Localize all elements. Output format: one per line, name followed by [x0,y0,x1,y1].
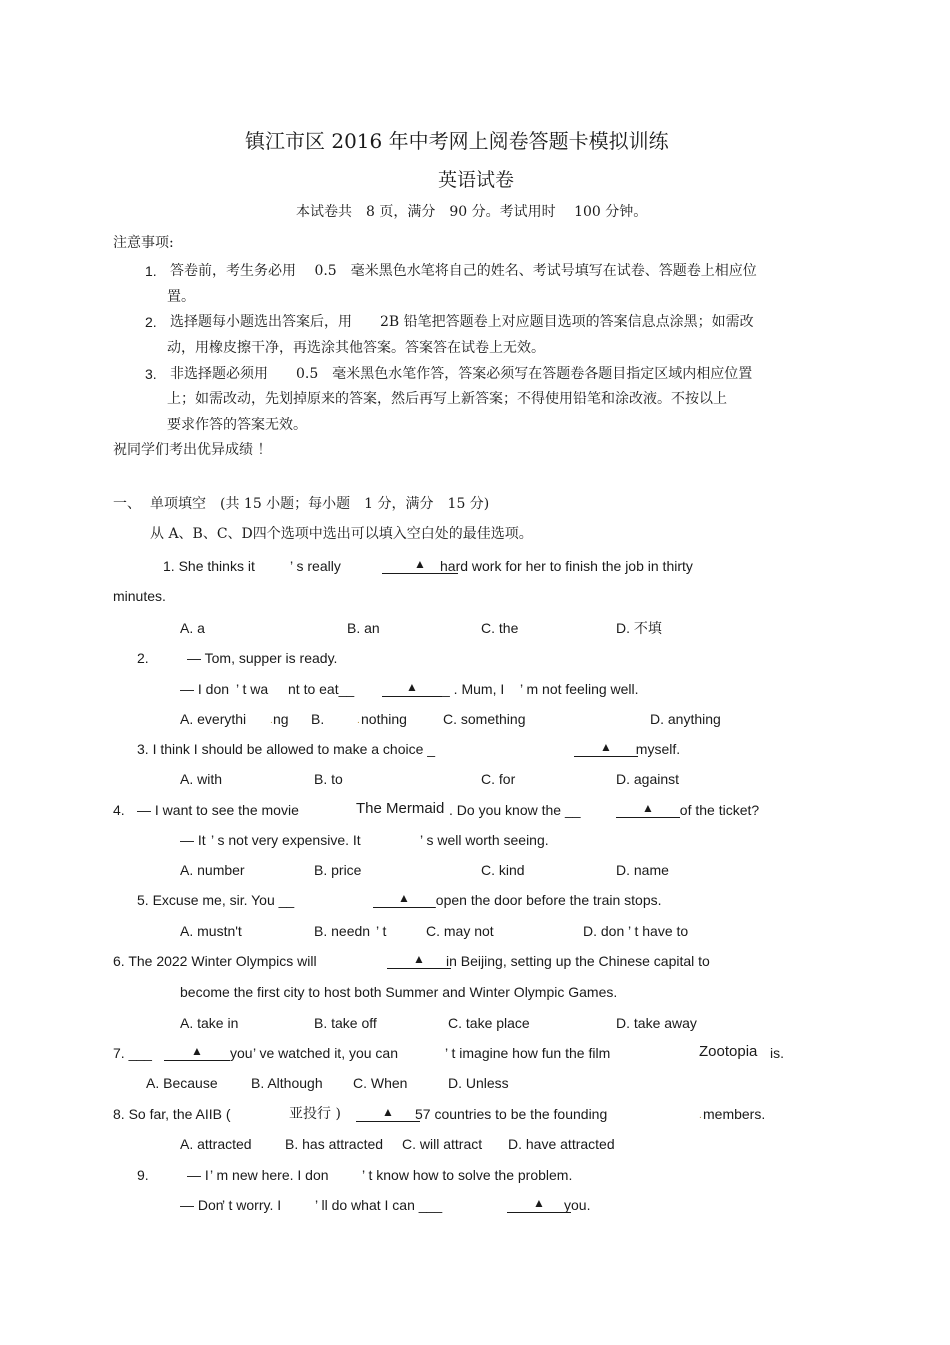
q4-line-1-part-1: — I want to see the movie [137,802,299,818]
q4-line-2-part-1: — It [180,832,206,848]
section-title: 单项填空 (共 15 小题；每小题 1 分，满分 15 分) [150,496,490,512]
q7-stem-part-3: ’ ve watched it, you can [253,1045,399,1061]
q2-option-a-part-1[interactable]: A. everythi [180,711,247,727]
note-2-line-2: 动，用橡皮擦干净，再选涂其他答案。答案答在试卷上无效。 [167,340,545,356]
q7-stem-part-4: ’ t imagine how fun the film [445,1045,611,1061]
q4-line-1-part-3: _of the ticket? [672,802,760,818]
q7-answer-blank[interactable] [164,1043,230,1061]
q6-stem-part-2: in Beijing, setting up the Chinese capital to [446,953,710,969]
q9-line-2-part-1: — Don [180,1197,224,1213]
q8-option-b[interactable]: B. has attracted [285,1136,384,1152]
q7-stem-part-5: is. [770,1045,784,1061]
note-1-number: 1. [145,263,157,279]
q1-stem-part-4: minutes. [113,588,166,604]
q7-stem-part-2: you [230,1045,253,1061]
q4-option-c[interactable]: C. kind [481,862,525,878]
note-1-line-2: 置。 [167,289,195,305]
q5-stem-part-1: 5. Excuse me, sir. You __ [137,892,295,908]
note-3-line-1: 非选择题必须用 0.5 毫米黑色水笔作答，答案必须写在答题卷各题目指定区域内相应位置 [170,366,753,382]
note-1-line-1: 答卷前，考生务必用 0.5 毫米黑色水笔将自己的姓名、考试号填写在试卷、答题卷上相应位 [170,263,757,279]
q6-option-b[interactable]: B. take off [314,1015,377,1031]
q3-option-a[interactable]: A. with [180,771,223,787]
q2-line-2-part-2: ’ t wa [236,681,269,697]
q3-option-c[interactable]: C. for [481,771,516,787]
q2-option-b-label[interactable]: B. [311,711,325,727]
exam-page: 镇江市区 2016 年中考网上阅卷答题卡模拟训练 英语试卷 本试卷共 8 页，满分 90 分。考试用时 100 分钟。 注意事项: 1. 答卷前，考生务必用 0.5 毫米黑色水笔将自己的姓名、考试号填写在试卷、答题卷上相应位 置。 2. 选择题每小题选出答案后，用 2B 铅笔把答题卷上对应题目选项的答案信息点涂黑；如需改 动，用橡皮擦干净，再选涂其他答案。答案答在试卷上无效。 3. 非选择题必须用 0.5 毫米黑色水笔作答，答案必须写在答题卷各题目指定区域内相应位置 上；如需改动，先划掉原来的答案，然后再写上新答案；不得使用铅笔和涂改液。不按以上 要求作答的答案无效。 祝同学们考出优异成绩 ！ 一、 单项填空 (共 15 小题；每小题 1 分，满分 15 分) 从 A、B、C、D四个选项中选出可以填入空白处的最佳选项。 1. She thinks it ’ s really ▲ hard work for her to finish the job in thirty minutes. A. a B. an C. the D. 不填 2. — Tom, supper is ready. — I don ’ t wa nt to eat__ ▲ _ . Mum, I ’ m not feeling well. A. everythi . ng B. . nothing C. something D. anything 3. I think I should be allowed to make a choice _ ▲ _myself. A. with B. to C. for D. against 4. — I want to see the movie The Mermaid . Do you know the __ ▲ _of the ticket? — It ’ s not very expensive. It ’ s well worth seeing. A. number B. price C. kind D. name 5. Excuse me, sir. You __ ▲ _open the door before the train stops. A. mustn't B. needn ’ t C. may not D. don ’ t have to 6. The 2022 Winter Olympics will ▲ in Beijing, setting up the Chinese capital to become the first city to host both Summer and Winter Olympic Games. A. take in B. take off C. take place D. take away 7. ___ ▲ you ’ ve watched it, you can ’ t imagine how fun the film Zootopia is. A. Because B. Although C. When D. Unless 8. So far, the AIIB ( 亚投行 ) ▲ 57 countries to be the founding . members. A. attracted B. has attracted C. will attract D. have attracted 9. — I ’ m new here. I don ’ t know how to solve the problem. — Don ’ t worry. I ’ ll do what I can ___ ▲ you. [113,129,784,1213]
blank-triangle-icon: ▲ [414,557,426,571]
q8-stem-part-1: 8. So far, the AIIB ( [113,1106,231,1122]
q9-line-1-part-1: — I [187,1167,209,1183]
q5-option-d-part-2[interactable]: ’ t have to [628,923,689,939]
q9-number: 9. [137,1167,149,1183]
notes-heading: 注意事项: [113,235,174,251]
q4-number: 4. [113,802,125,818]
q5-option-a[interactable]: A. mustn't [180,923,242,939]
q4-option-a[interactable]: A. number [180,862,245,878]
q8-answer-blank[interactable] [356,1104,420,1122]
q4-option-d[interactable]: D. name [616,862,669,878]
q2-line-2-part-4: _ . Mum, I [442,681,505,697]
wish-text: 祝同学们考出优异成绩 ！ [113,442,272,458]
exam-subtitle: 英语试卷 [438,169,515,191]
q1-stem-part-2: ’ s really [290,558,341,574]
q3-option-b[interactable]: B. to [314,771,343,787]
q2-line-2-part-5: ’ m not feeling well. [520,681,639,697]
q7-stem-part-1: 7. ___ [113,1045,152,1061]
q4-answer-blank[interactable] [616,800,680,818]
q2-line-2-part-3: nt to eat__ [288,681,355,697]
q2-line-1: — Tom, supper is ready. [187,650,338,666]
q4-line-2-part-3: ’ s well worth seeing. [420,832,549,848]
exam-title: 镇江市区 2016 年中考网上阅卷答题卡模拟训练 [245,129,669,153]
q6-stem-part-1: 6. The 2022 Winter Olympics will [113,953,317,969]
q9-line-2-part-4: you. [564,1197,591,1213]
blank-triangle-icon: ▲ [413,952,425,966]
q7-option-b[interactable]: B. Although [251,1075,323,1091]
q8-stem-part-2: 亚投行 ) [289,1106,341,1122]
blank-triangle-icon: ▲ [382,1105,394,1119]
note-3-line-2: 上；如需改动，先划掉原来的答案，然后再写上新答案；不得使用铅笔和涂改液。不按以上 [167,391,727,407]
q8-stem-part-3: 57 countries to be the founding [415,1106,608,1122]
q5-option-c[interactable]: C. may not [426,923,494,939]
q6-option-d[interactable]: D. take away [616,1015,697,1031]
note-3-line-3: 要求作答的答案无效。 [167,417,307,433]
q7-option-a[interactable]: A. Because [146,1075,218,1091]
q4-line-1-part-2: . Do you know the __ [449,802,581,818]
section-instruction: 从 A、B、C、D四个选项中选出可以填入空白处的最佳选项。 [150,526,533,542]
exam-info: 本试卷共 8 页，满分 90 分。考试用时 100 分钟。 [296,204,648,220]
q8-option-a[interactable]: A. attracted [180,1136,252,1152]
section-number: 一、 [113,496,141,512]
q2-number: 2. [137,650,149,666]
q8-stem-part-4: members. [703,1106,766,1122]
q9-line-2-part-2: ’ t worry. I [222,1197,282,1213]
q5-stem-part-2: _open the door before the train stops. [428,892,662,908]
q6-answer-blank[interactable] [387,951,451,969]
q3-stem-part-1: 3. I think I should be allowed to make a choice _ [137,741,436,757]
q2-line-2-part-1: — I don [180,681,230,697]
q2-answer-blank[interactable] [382,679,442,697]
q7-option-d[interactable]: D. Unless [448,1075,509,1091]
q2-option-b-text[interactable]: nothing [361,711,407,727]
q6-option-c[interactable]: C. take place [448,1015,530,1031]
note-2-line-1: 选择题每小题选出答案后，用 2B 铅笔把答题卷上对应题目选项的答案信息点涂黑；如需改 [170,314,754,330]
q6-stem-part-3: become the first city to host both Summer and Winter Olympic Games. [180,984,618,1000]
q8-option-c[interactable]: C. will attract [402,1136,483,1152]
q1-option-b[interactable]: B. an [347,620,380,636]
q4-line-2-part-2: ’ s not very expensive. It [211,832,361,848]
blank-triangle-icon: ▲ [533,1196,545,1210]
q3-stem-part-2: _myself. [628,741,681,757]
q3-option-d[interactable]: D. against [616,771,680,787]
q9-line-2-part-3: ’ ll do what I can ___ [315,1197,443,1213]
q7-option-c[interactable]: C. When [353,1075,408,1091]
q5-option-b-part-1[interactable]: B. needn [314,923,371,939]
q4-movie-title: The Mermaid [356,800,445,817]
blank-triangle-icon: ▲ [642,801,654,815]
q9-line-1-part-3: ’ t know how to solve the problem. [362,1167,573,1183]
blank-triangle-icon: ▲ [398,891,410,905]
q8-option-d[interactable]: D. have attracted [508,1136,615,1152]
q9-line-1-part-2: ’ m new here. I don [210,1167,329,1183]
q1-stem-part-1: 1. She thinks it [163,558,255,574]
q6-option-a[interactable]: A. take in [180,1015,239,1031]
blank-triangle-icon: ▲ [600,740,612,754]
q1-option-a[interactable]: A. a [180,620,205,636]
q7-film-title: Zootopia [699,1043,758,1060]
q2-option-d[interactable]: D. anything [650,711,721,727]
note-2-number: 2. [145,314,157,330]
q4-option-b[interactable]: B. price [314,862,362,878]
q1-stem-part-3: hard work for her to finish the job in thirty [440,558,693,574]
q5-option-b-part-2[interactable]: ’ t [376,923,387,939]
note-3-number: 3. [145,366,157,382]
q2-option-a-part-2[interactable]: ng [273,711,289,727]
blank-triangle-icon: ▲ [191,1044,203,1058]
q9-answer-blank[interactable] [507,1195,571,1213]
q2-option-c[interactable]: C. something [443,711,526,727]
blank-triangle-icon: ▲ [406,680,418,694]
q5-option-d-part-1[interactable]: D. don [583,923,625,939]
q1-option-d[interactable]: D. 不填 [616,620,662,636]
q1-option-c[interactable]: C. the [481,620,519,636]
q5-answer-blank[interactable] [373,890,435,908]
